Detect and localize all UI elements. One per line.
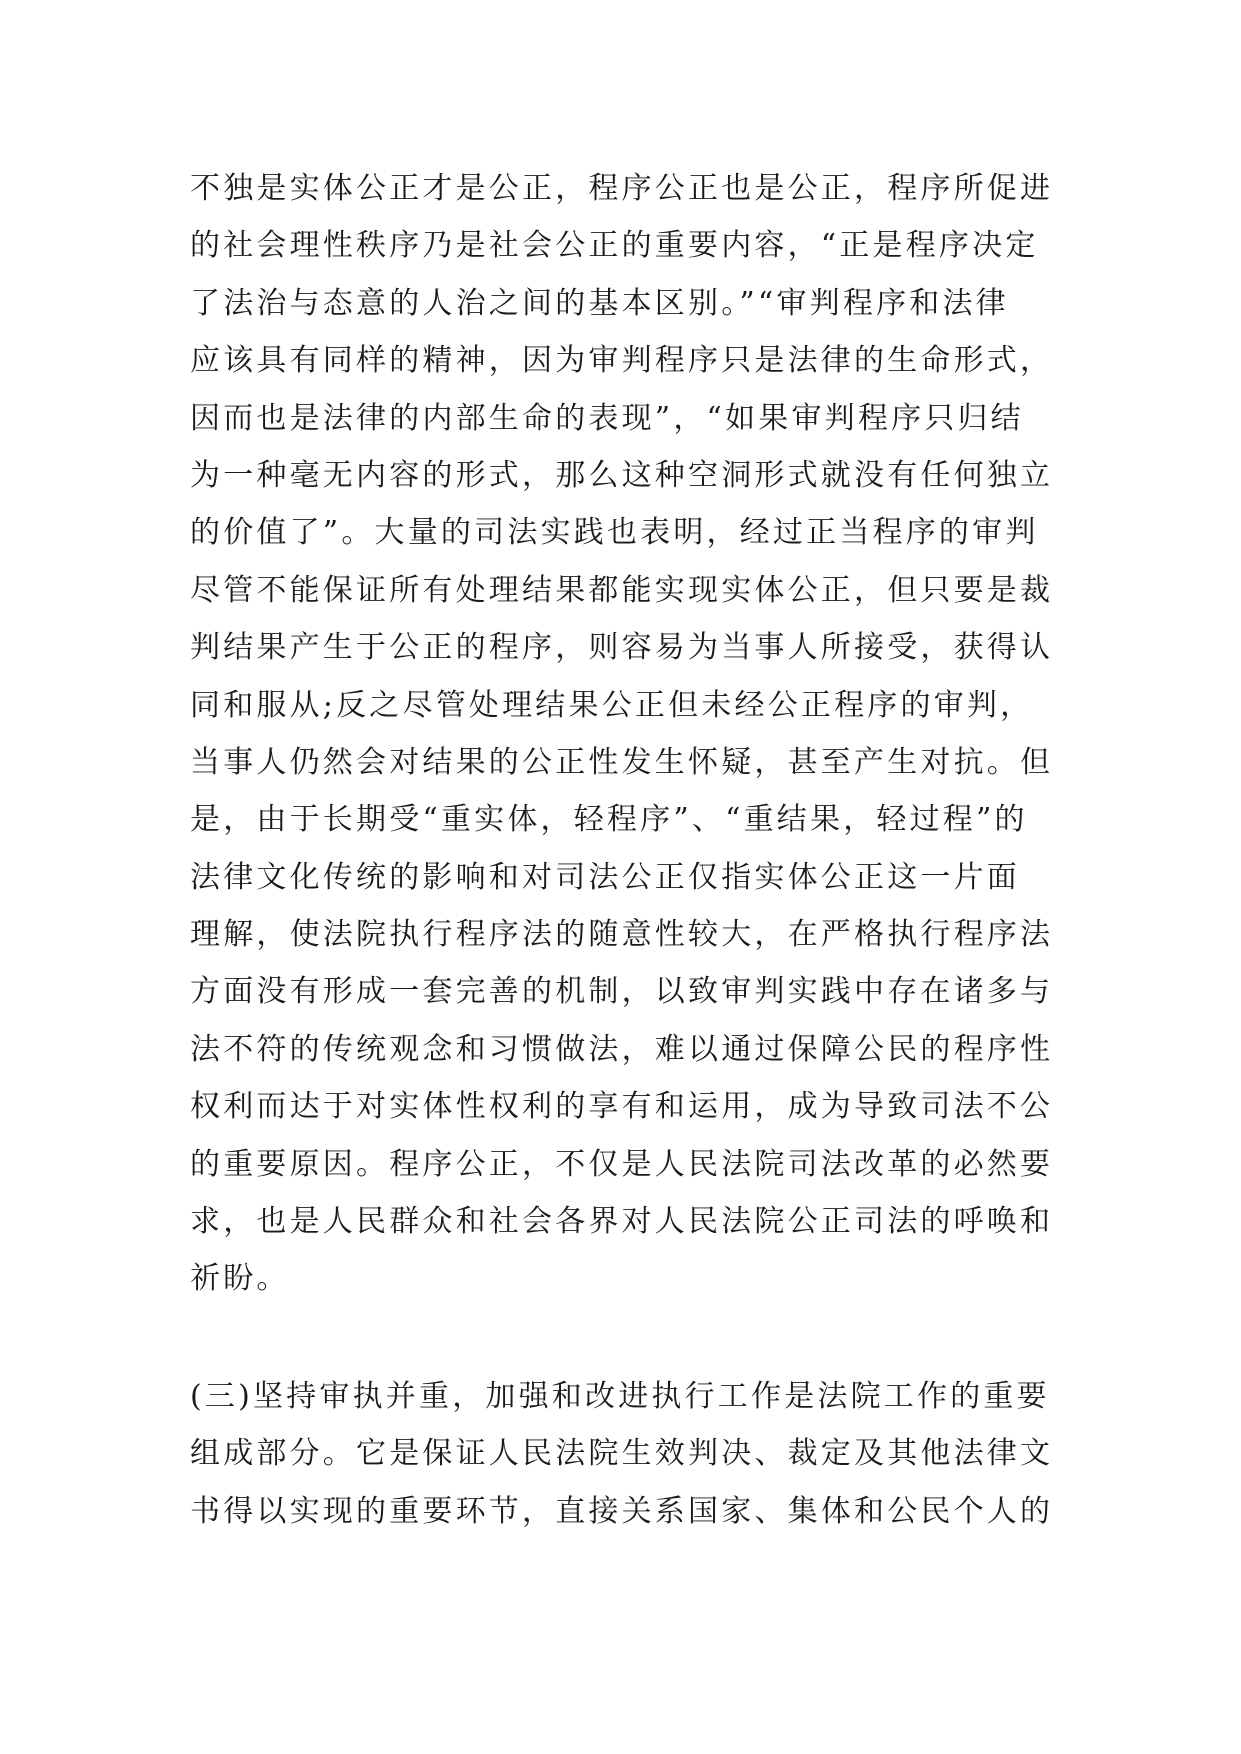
text-line: 求，也是人民群众和社会各界对人民法院公正司法的呼唤和 <box>190 1204 1054 1240</box>
text-line: 为一种毫无内容的形式，那么这种空洞形式就没有任何独立 <box>190 457 1054 493</box>
text-line: 理解，使法院执行程序法的随意性较大，在严格执行程序法 <box>190 917 1054 953</box>
text-line: 的社会理性秩序乃是社会公正的重要内容，“正是程序决定 <box>190 228 1039 264</box>
text-line: 了法治与态意的人治之间的基本区别。”“审判程序和法律 <box>190 285 1009 321</box>
text-line: 法不符的传统观念和习惯做法，难以通过保障公民的程序性 <box>190 1031 1054 1067</box>
text-line: 组成部分。它是保证人民法院生效判决、裁定及其他法律文 <box>190 1436 1054 1472</box>
text-line: 尽管不能保证所有处理结果都能实现实体公正，但只要是裁 <box>190 572 1054 608</box>
text-line: 因而也是法律的内部生命的表现”，“如果审判程序只归结 <box>190 400 1024 436</box>
text-line: 方面没有形成一套完善的机制，以致审判实践中存在诸多与 <box>190 974 1054 1010</box>
text-line: 祈盼。 <box>190 1261 290 1297</box>
text-line: 的价值了”。大量的司法实践也表明，经过正当程序的审判 <box>190 515 1039 551</box>
text-line: 同和服从;反之尽管处理结果公正但未经公正程序的审判， <box>190 687 1034 723</box>
text-line: (三)坚持审执并重，加强和改进执行工作是法院工作的重要 <box>190 1378 1050 1414</box>
text-line: 法律文化传统的影响和对司法公正仅指实体公正这一片面 <box>190 859 1020 895</box>
document-body <box>190 160 1070 1540</box>
paragraph-spacer <box>190 1308 1070 1368</box>
text-line: 权利而达于对实体性权利的享有和运用，成为导致司法不公 <box>190 1089 1054 1125</box>
text-line: 不独是实体公正才是公正，程序公正也是公正，程序所促进 <box>190 171 1054 206</box>
text-line: 判结果产生于公正的程序，则容易为当事人所接受，获得认 <box>190 630 1054 666</box>
text-line: 是，由于长期受“重实体，轻程序”、“重结果，轻过程”的 <box>190 802 1028 838</box>
text-line: 当事人仍然会对结果的公正性发生怀疑，甚至产生对抗。但 <box>190 744 1054 780</box>
text-line: 应该具有同样的精神，因为审判程序只是法律的生命形式， <box>190 343 1054 379</box>
text-line: 的重要原因。程序公正，不仅是人民法院司法改革的必然要 <box>190 1146 1054 1182</box>
text-line: 书得以实现的重要环节，直接关系国家、集体和公民个人的 <box>190 1493 1054 1529</box>
